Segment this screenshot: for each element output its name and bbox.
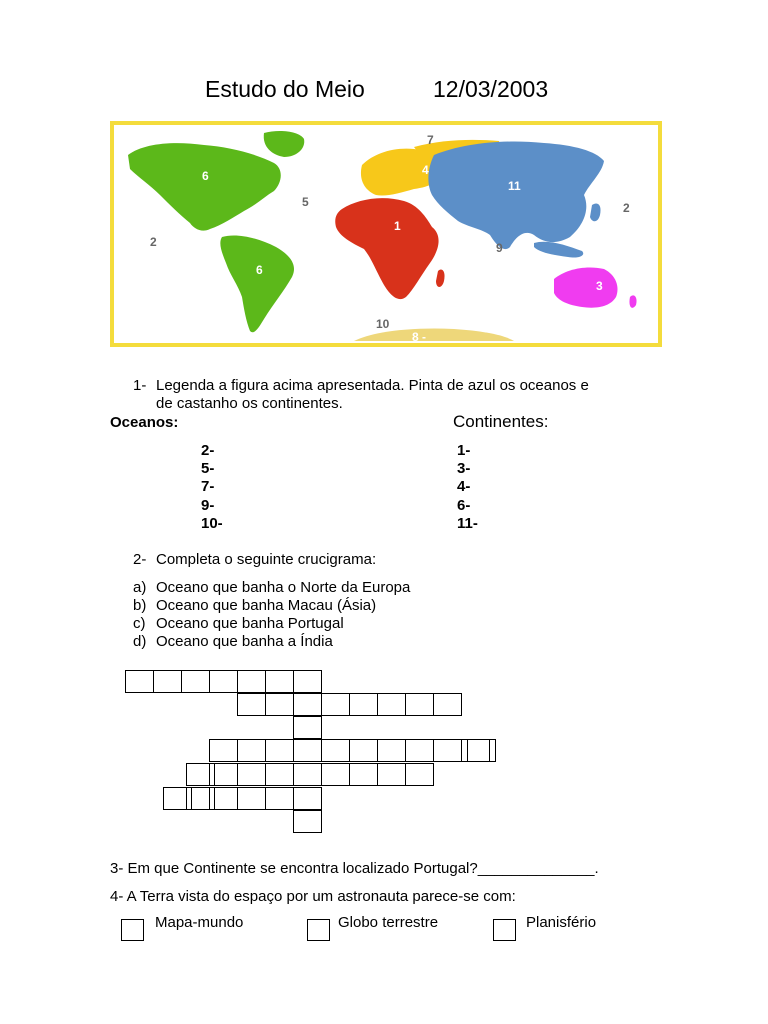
- map-label-10: 10: [376, 317, 390, 331]
- crossword-cell[interactable]: [377, 763, 406, 786]
- crossword-cell[interactable]: [405, 763, 434, 786]
- map-label-6-north-america: 6: [202, 169, 209, 183]
- page-title: Estudo do Meio: [205, 76, 365, 102]
- crossword-cell[interactable]: [293, 763, 322, 786]
- continents-heading: Continentes:: [453, 412, 549, 431]
- map-label-4: 4: [422, 163, 429, 177]
- crossword-cell[interactable]: [293, 810, 322, 833]
- crossword-cell[interactable]: [433, 693, 462, 716]
- ocean-item-7: 7-: [201, 478, 215, 495]
- crossword-cell[interactable]: [467, 739, 496, 762]
- q1-number: 1-: [133, 377, 147, 394]
- q2-item-b-letter: b): [133, 597, 147, 614]
- ocean-item-2: 2-: [201, 442, 215, 459]
- crossword-cell[interactable]: [181, 670, 210, 693]
- q3-text: 3- Em que Continente se encontra localizado Portugal?______________.: [110, 860, 599, 877]
- map-label-2-west: 2: [150, 235, 157, 249]
- madagascar-shape: [436, 269, 445, 287]
- asia-shape: [428, 142, 604, 250]
- crossword-cell[interactable]: [293, 739, 322, 762]
- crossword-cell[interactable]: [265, 763, 294, 786]
- crossword-cell[interactable]: [237, 670, 266, 693]
- australia-shape: [554, 267, 618, 307]
- map-label-7: 7: [427, 133, 434, 147]
- crossword-cell[interactable]: [237, 739, 266, 762]
- crossword-cell[interactable]: [153, 670, 182, 693]
- crossword-cell[interactable]: [321, 763, 350, 786]
- crossword-cell[interactable]: [237, 763, 266, 786]
- crossword-cell[interactable]: [293, 787, 322, 810]
- q2-item-a-letter: a): [133, 579, 147, 596]
- ocean-item-9: 9-: [201, 497, 215, 514]
- africa-shape: [335, 198, 438, 299]
- oceans-heading: Oceanos:: [110, 414, 179, 431]
- crossword-cell[interactable]: [349, 763, 378, 786]
- option-mapa-mundo: Mapa-mundo: [155, 914, 244, 931]
- crossword-cell[interactable]: [293, 716, 322, 739]
- crossword-cell[interactable]: [321, 693, 350, 716]
- option-globo-terrestre: Globo terrestre: [338, 914, 439, 931]
- date: 12/03/2003: [433, 76, 549, 102]
- north-america-shape: [128, 143, 281, 230]
- new-zealand-shape: [629, 295, 636, 307]
- crossword-cell[interactable]: [265, 670, 294, 693]
- ocean-item-5: 5-: [201, 460, 215, 477]
- checkbox-globo-terrestre[interactable]: [307, 919, 330, 941]
- crossword-cell[interactable]: [237, 787, 266, 810]
- crossword-cell[interactable]: [186, 787, 215, 810]
- crossword-cell[interactable]: [349, 739, 378, 762]
- crossword-cell[interactable]: [377, 693, 406, 716]
- crossword-cell[interactable]: [237, 693, 266, 716]
- q2-item-d-letter: d): [133, 633, 147, 650]
- islands-shape: [534, 242, 583, 258]
- crossword-cell[interactable]: [186, 763, 215, 786]
- checkbox-mapa-mundo[interactable]: [121, 919, 144, 941]
- crossword-cell[interactable]: [265, 693, 294, 716]
- crossword-cell[interactable]: [461, 739, 490, 762]
- map-label-11: 11: [508, 179, 521, 193]
- continent-item-3: 3-: [457, 460, 471, 477]
- crossword-cell[interactable]: [265, 739, 294, 762]
- map-label-1: 1: [394, 219, 401, 233]
- map-label-8: 8 -: [412, 330, 427, 344]
- crossword-cell[interactable]: [209, 763, 238, 786]
- crossword-cell[interactable]: [265, 787, 294, 810]
- crossword-cell[interactable]: [293, 670, 322, 693]
- map-label-9: 9: [496, 241, 503, 255]
- ocean-item-10: 10-: [201, 515, 223, 532]
- q2-number: 2-: [133, 551, 147, 568]
- crossword-cell[interactable]: [405, 693, 434, 716]
- q2-item-a-text: Oceano que banha o Norte da Europa: [156, 579, 411, 596]
- greenland-shape: [264, 131, 305, 157]
- world-map-drawing: [114, 125, 658, 343]
- map-label-5: 5: [302, 195, 309, 209]
- crossword-cell[interactable]: [209, 670, 238, 693]
- continent-item-4: 4-: [457, 478, 471, 495]
- q1-line1: Legenda a figura acima apresentada. Pinta de azul os oceanos e: [156, 377, 589, 394]
- checkbox-planisferio[interactable]: [493, 919, 516, 941]
- map-label-6-south-america: 6: [256, 263, 263, 277]
- crossword-cell[interactable]: [125, 670, 154, 693]
- crossword-cell[interactable]: [433, 739, 462, 762]
- q2-item-d-text: Oceano que banha a Índia: [156, 633, 333, 650]
- option-planisferio: Planisfério: [526, 914, 597, 931]
- q1-line2: de castanho os continentes.: [156, 395, 343, 412]
- continent-item-1: 1-: [457, 442, 471, 459]
- q2-item-b-text: Oceano que banha Macau (Ásia): [156, 597, 377, 614]
- world-map: [110, 121, 662, 347]
- crossword-cell[interactable]: [293, 693, 322, 716]
- map-label-2-east: 2: [623, 201, 630, 215]
- q4-text: 4- A Terra vista do espaço por um astronauta parece-se com:: [110, 888, 516, 905]
- continent-item-11: 11-: [457, 515, 478, 532]
- continent-item-6: 6-: [457, 497, 471, 514]
- south-america-shape: [220, 235, 294, 332]
- crossword-cell[interactable]: [209, 739, 238, 762]
- q2-item-c-text: Oceano que banha Portugal: [156, 615, 344, 632]
- map-label-3: 3: [596, 279, 603, 293]
- crossword-cell[interactable]: [405, 739, 434, 762]
- crossword-cell[interactable]: [163, 787, 192, 810]
- crossword-cell[interactable]: [209, 787, 238, 810]
- japan-shape: [590, 203, 601, 221]
- q2-item-c-letter: c): [133, 615, 146, 632]
- crossword-cell[interactable]: [321, 739, 350, 762]
- crossword-cell[interactable]: [377, 739, 406, 762]
- crossword-cell[interactable]: [349, 693, 378, 716]
- q2-text: Completa o seguinte crucigrama:: [156, 551, 377, 568]
